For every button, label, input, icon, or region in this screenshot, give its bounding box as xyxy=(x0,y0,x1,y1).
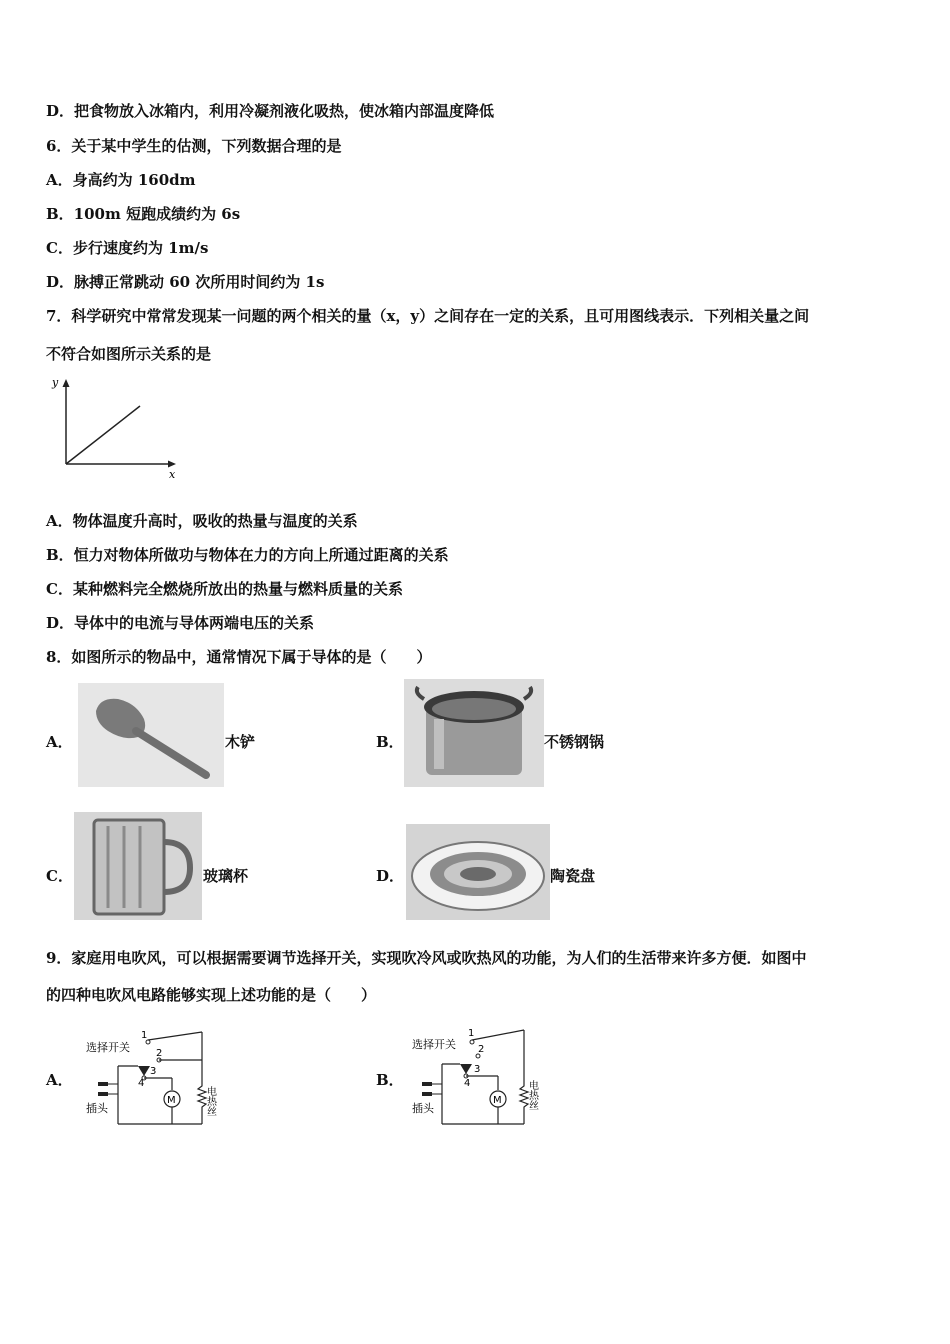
q9-stem-line2: 的四种电吹风电路能够实现上述功能的是（ ） xyxy=(46,986,377,1004)
q8-option-d-label: D． xyxy=(376,867,405,885)
stainless-pot-photo xyxy=(404,679,544,787)
ceramic-plate-photo xyxy=(406,824,550,920)
q8-option-c-label: C． xyxy=(46,867,73,885)
plug-pin-icon xyxy=(98,1082,108,1086)
x-axis-label: x xyxy=(169,468,176,481)
y-axis-label: y xyxy=(52,376,59,389)
contact-2-label: 2 xyxy=(478,1044,485,1055)
contact-2-label: 2 xyxy=(156,1048,163,1059)
q7-option-c: C．某种燃料完全燃烧所放出的热量与燃料质量的关系 xyxy=(46,580,403,598)
contact-3-label: 3 xyxy=(150,1066,157,1077)
motor-label: M xyxy=(493,1095,502,1106)
plug-pin-icon xyxy=(422,1082,432,1086)
contact-1-label: 1 xyxy=(468,1028,475,1039)
plug-pin-icon xyxy=(422,1092,432,1096)
motor-label: M xyxy=(167,1095,176,1106)
q6-stem: 6．关于某中学生的估测，下列数据合理的是 xyxy=(46,137,342,155)
q8-option-d-caption: 陶瓷盘 xyxy=(550,867,596,885)
q8-option-b-label: B． xyxy=(376,733,404,751)
switch-slider-icon xyxy=(460,1064,472,1074)
q7-option-b: B．恒力对物体所做功与物体在力的方向上所通过距离的关系 xyxy=(46,546,449,564)
q9-option-a-label: A． xyxy=(46,1071,73,1089)
q8-option-c-caption: 玻璃杯 xyxy=(203,867,249,885)
q7-stem-line2: 不符合如图所示关系的是 xyxy=(46,345,212,363)
heater-label: 电热丝 xyxy=(204,1086,216,1116)
switch-label: 选择开关 xyxy=(412,1038,456,1051)
q6-option-b: B．100m 短跑成绩约为 6s xyxy=(46,205,241,223)
q6-option-c: C．步行速度约为 1m/s xyxy=(46,239,209,257)
x-axis-arrow-icon xyxy=(168,461,176,468)
q7-option-a: A．物体温度升高时，吸收的热量与温度的关系 xyxy=(46,512,358,530)
q6-option-d: D．脉搏正常跳动 60 次所用时间约为 1s xyxy=(46,273,325,291)
q7-stem-line1: 7．科学研究中常常发现某一问题的两个相关的量（x，y）之间存在一定的关系，且可用图线表示．下列相关量之间 xyxy=(46,307,810,325)
plug-label: 插头 xyxy=(412,1102,434,1115)
q8-option-a-label: A． xyxy=(46,733,73,751)
contact-4-label: 4 xyxy=(138,1078,145,1089)
switch-slider-icon xyxy=(138,1066,150,1076)
q7-option-d: D．导体中的电流与导体两端电压的关系 xyxy=(46,614,315,632)
q8-option-b-caption: 不锈钢锅 xyxy=(544,733,605,751)
q6-option-a: A．身高约为 160dm xyxy=(46,171,196,189)
q5-option-d: D．把食物放入冰箱内，利用冷凝剂液化吸热，使冰箱内部温度降低 xyxy=(46,102,495,120)
circuit-a-diagram xyxy=(86,1026,236,1132)
q8-stem: 8．如图所示的物品中，通常情况下属于导体的是（ ） xyxy=(46,648,432,666)
contact-4-label: 4 xyxy=(464,1078,471,1089)
contact-1-label: 1 xyxy=(141,1030,148,1041)
heater-label: 电热丝 xyxy=(526,1080,538,1110)
q7-linear-graph xyxy=(44,372,184,482)
circuit-b-diagram xyxy=(412,1026,562,1132)
glass-cup-photo xyxy=(74,812,202,920)
proportional-line xyxy=(66,406,140,464)
plug-pin-icon xyxy=(98,1092,108,1096)
q9-option-b-label: B． xyxy=(376,1071,404,1089)
q9-stem-line1: 9．家庭用电吹风，可以根据需要调节选择开关，实现吹冷风或吹热风的功能，为人们的生活带来许多方便．如图中 xyxy=(46,949,807,967)
wooden-spatula-photo xyxy=(78,683,224,787)
y-axis-arrow-icon xyxy=(63,379,70,387)
q8-option-a-caption: 木铲 xyxy=(225,733,256,751)
switch-label: 选择开关 xyxy=(86,1041,130,1054)
contact-3-label: 3 xyxy=(474,1064,481,1075)
plug-label: 插头 xyxy=(86,1102,108,1115)
